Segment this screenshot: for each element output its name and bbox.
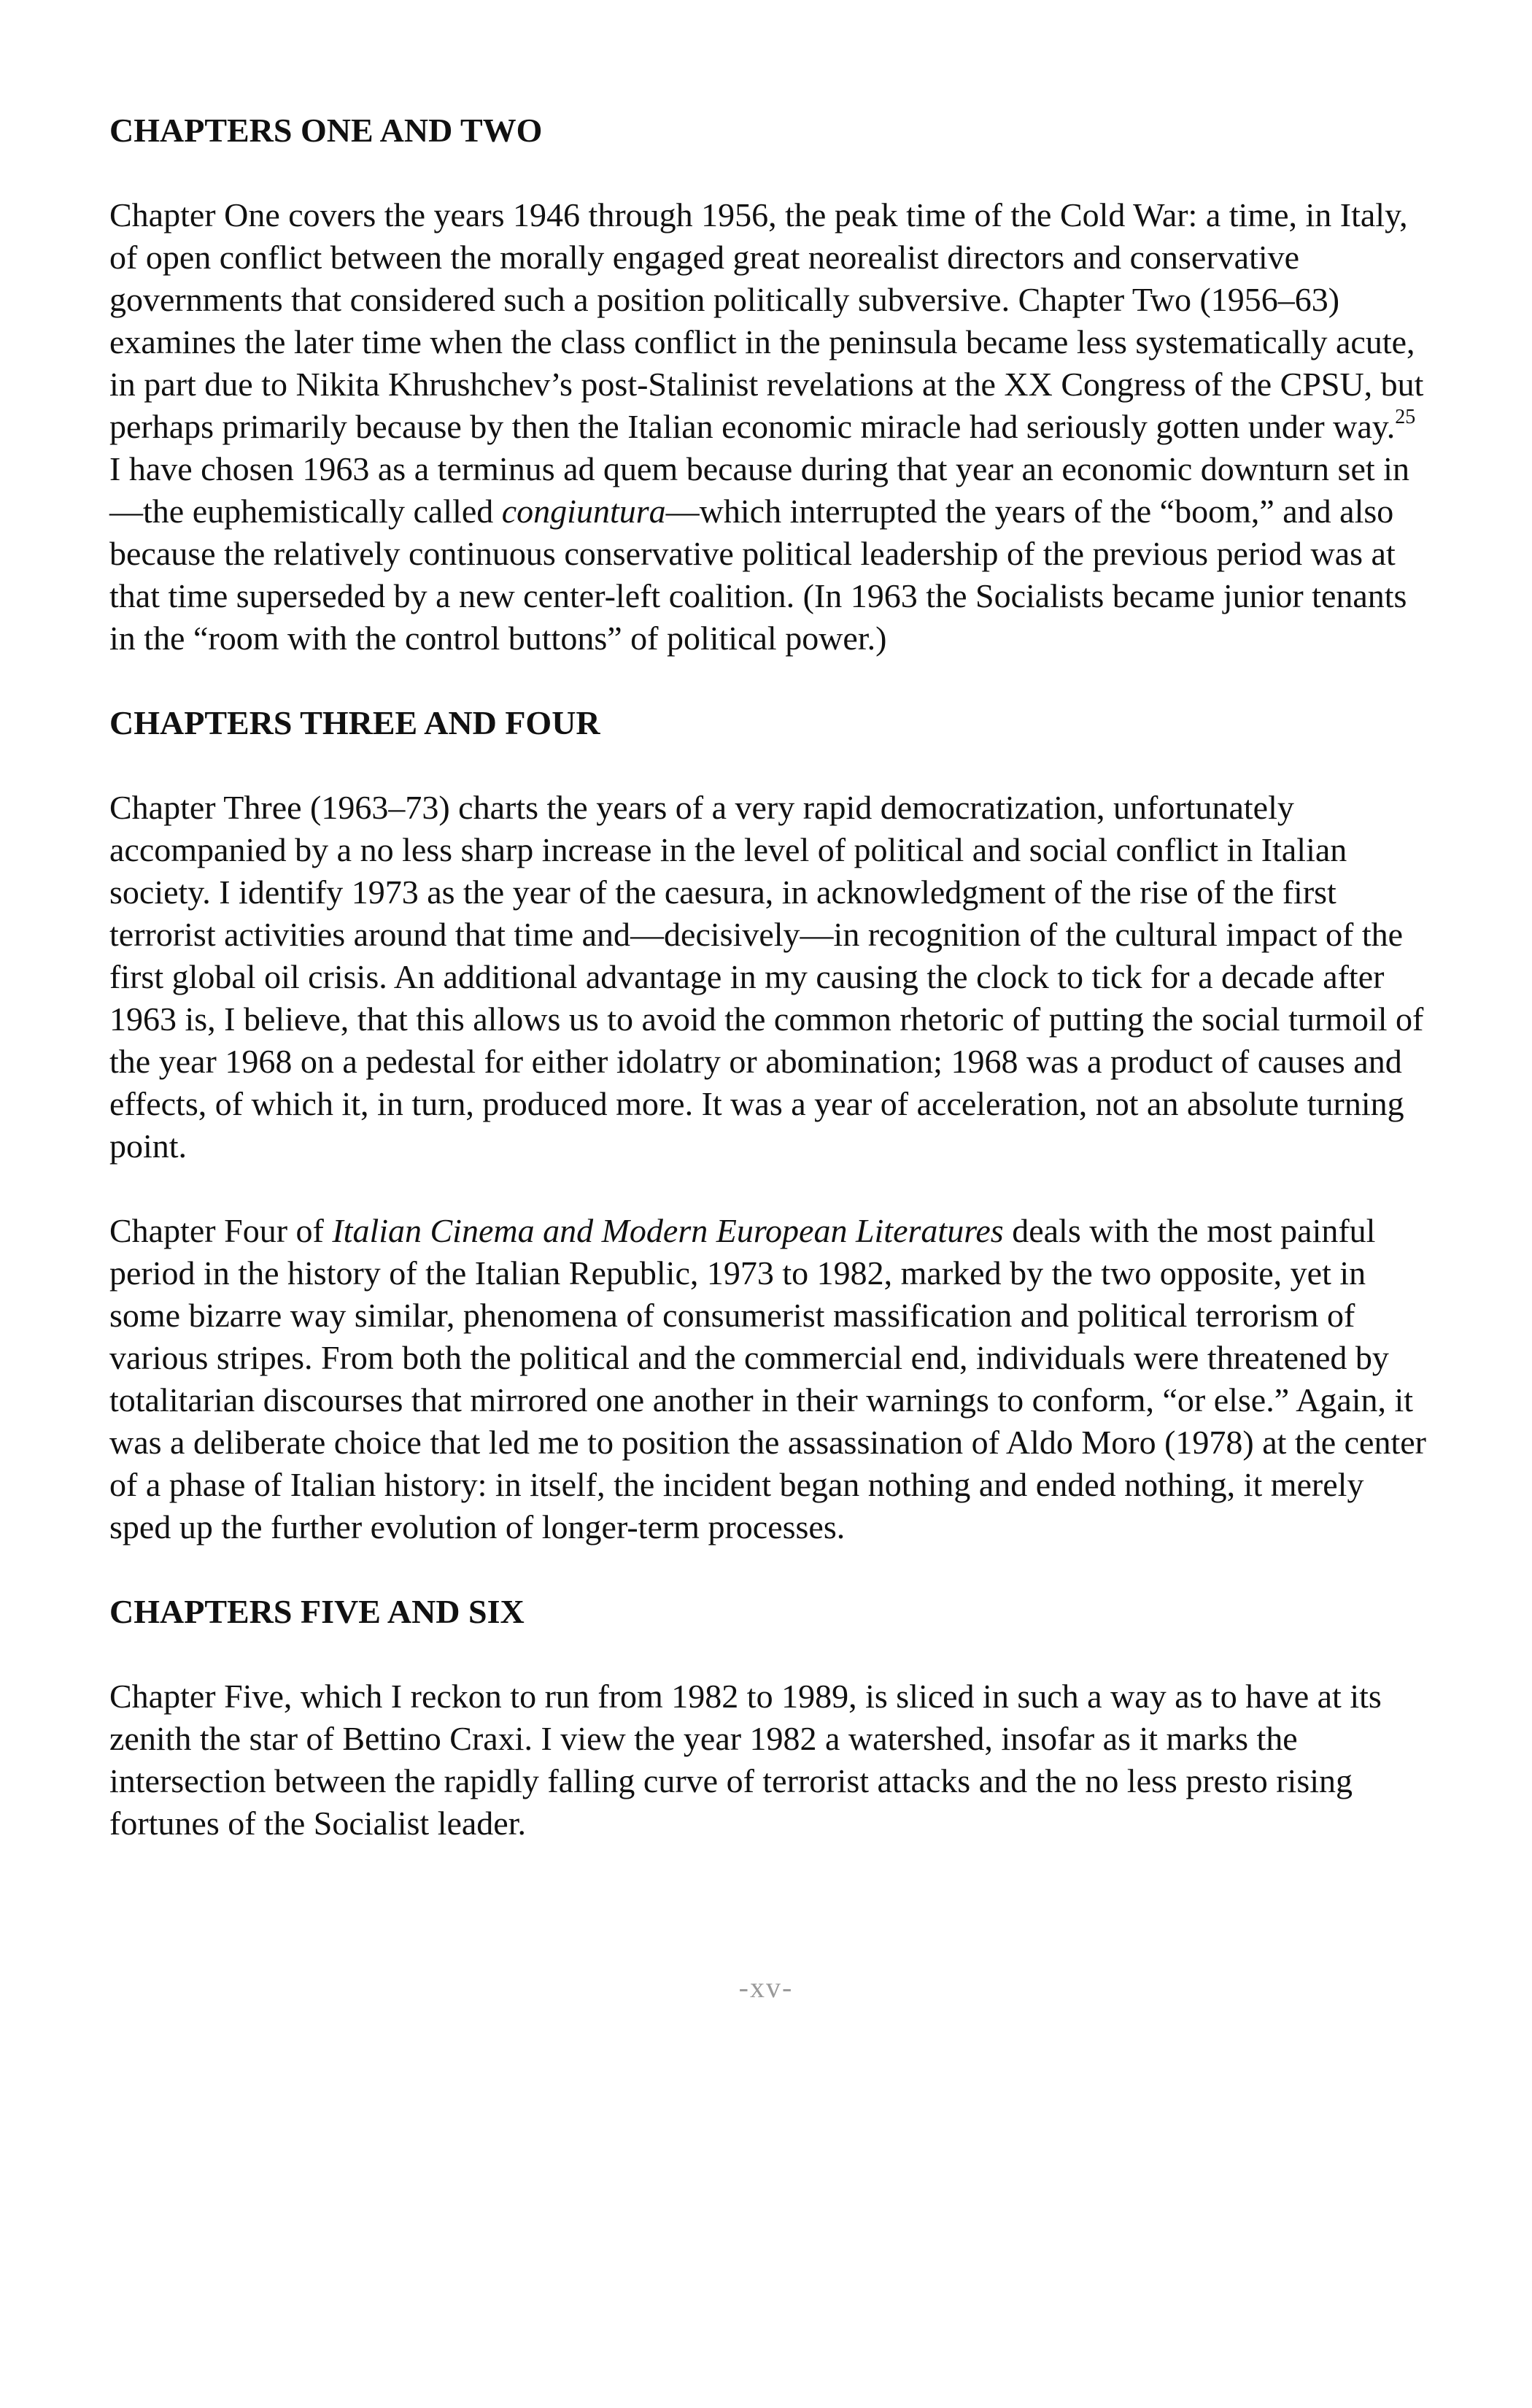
paragraph-chapter-three: Chapter Three (1963–73) charts the years of a very rapid democratization, unfortunately accompanied by a no less sharp increase in the level of political and social conflict in Italian society. I identify 1973 as the year of the caesura, in acknowledgment of the rise of the first terrorist activities around that time and—decisively—in recognition of the cultural impact of the first global oil crisis. An additional advantage in my causing the clock to tick for a decade after 1963 is, I believe, that this allows us to avoid the common rhetoric of putting the social turmoil of the year 1968 on a pedestal for either idolatry or abomination; 1968 was a product of causes and effects, of which it, in turn, produced more. It was a year of acceleration, not an absolute turning point.: [109, 789, 1424, 1165]
paragraph-text: I have chosen 1963 as a terminus ad quem because during that year an economic downturn set in—the euphemistically called: [109, 450, 1409, 530]
italic-term: congiuntura: [501, 493, 666, 530]
book-title: Italian Cinema and Modern European Literatures: [332, 1212, 1004, 1249]
paragraph-text: Chapter One covers the years 1946 through 1956, the peak time of the Cold War: a time, in Italy, of open conflict between the morally engaged great neorealist directors and conservative governments that considered such a position politically subversive. Chapter Two (1956–63) examines the later time when the class conflict in the peninsula became less systematically acute, in part due to Nikita Khrushchev’s post-Stalinist revelations at the XX Congress of the CPSU, but perhaps primarily because by then the Italian economic miracle had seriously gotten under way.: [109, 196, 1424, 445]
footnote-marker[interactable]: 25: [1395, 406, 1416, 428]
paragraph-chapter-five: Chapter Five, which I reckon to run from 1982 to 1989, is sliced in such a way as to have at its zenith the star of Bettino Craxi. I view the year 1982 a watershed, insofar as it marks the intersection between the rapidly falling curve of terrorist attacks and the no less presto rising fortunes of the Socialist leader.: [109, 1678, 1382, 1842]
paragraph-text: Chapter Four of: [109, 1212, 333, 1249]
page-body: [109, 109, 1430, 1887]
page-number: -xv-: [738, 1971, 794, 2004]
paragraph-chapter-four: [109, 1210, 1430, 1548]
section-heading-three-four: CHAPTERS THREE AND FOUR: [109, 704, 600, 741]
paragraph-text: deals with the most painful period in the history of the Italian Republic, 1973 to 1982, marked by the two opposite, yet in some bizarre way similar, phenomena of consumerist massification and political terrorism of various stripes. From both the political and the commercial end, individuals were threatened by totalitarian discourses that mirrored one another in their warnings to conform, “or else.” Again, it was a deliberate choice that led me to position the assassination of Aldo Moro (1978) at the center of a phase of Italian history: in itself, the incident began nothing and ended nothing, it merely sped up the further evolution of longer-term processes.: [109, 1212, 1426, 1545]
section-heading-five-six: CHAPTERS FIVE AND SIX: [109, 1593, 525, 1630]
section-heading-one-two: CHAPTERS ONE AND TWO: [109, 112, 543, 149]
paragraph-chapters-one-two: [109, 194, 1430, 660]
paragraph-text: —which interrupted the years of the “boom,” and also because the relatively continuous conservative political leadership of the previous period was at that time superseded by a new center-left coalition. (In 1963 the Socialists became junior tenants in the “room with the control buttons” of political power.): [109, 493, 1407, 657]
